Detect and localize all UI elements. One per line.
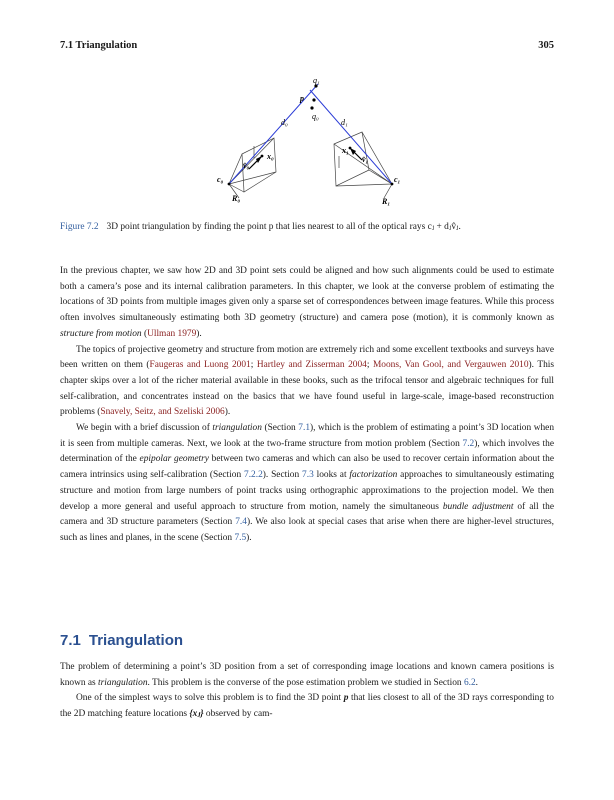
triangulation-figure bbox=[214, 74, 414, 208]
section-number: 7.1 bbox=[60, 632, 81, 649]
emphasis: factorization bbox=[349, 470, 398, 481]
citation-link[interactable]: Faugeras and Luong 2001 bbox=[149, 360, 251, 371]
running-head-section: 7.1 Triangulation bbox=[60, 40, 138, 51]
section-text bbox=[60, 660, 554, 723]
text-run: approaches to simultaneously estimating structure and motion from large numbers of point tracks using orthographic approximations to the projection model. We then develop a more general and useful approach to structure from motion, namely the simultaneous bbox=[60, 470, 555, 512]
emphasis: triangulation bbox=[212, 423, 262, 434]
section-link[interactable]: 7.3 bbox=[302, 470, 314, 481]
text-run: ). bbox=[224, 407, 231, 418]
point-x0 bbox=[261, 155, 264, 158]
text-run: of all the camera and 3D structure parameters (Section bbox=[60, 501, 554, 528]
right-frustum-edge bbox=[369, 170, 392, 184]
text-run: ), which involves the determination of the bbox=[60, 438, 554, 465]
citation-link[interactable]: Snavely, Seitz, and Szeliski 2006 bbox=[100, 407, 225, 418]
paragraph bbox=[60, 264, 554, 343]
label-c0: c₀ bbox=[217, 175, 224, 184]
text-run: ), which is the problem of estimating a point’s 3D location when it is seen from multiple cameras. Next, we look at the two-frame structure from motion problem (Section bbox=[60, 423, 555, 449]
text-run: ). bbox=[246, 532, 252, 543]
text-run: We begin with a brief discussion of bbox=[76, 423, 213, 434]
intro-text bbox=[60, 264, 554, 547]
left-frustum-edge bbox=[229, 172, 276, 184]
section-link[interactable]: 7.1 bbox=[298, 423, 310, 434]
text-run: ). bbox=[196, 328, 202, 339]
label-c1: c₁ bbox=[394, 175, 401, 184]
label-R0: R₀ bbox=[232, 194, 241, 203]
label-q0: q₀ bbox=[312, 112, 319, 121]
figure-caption-text: 3D point triangulation by finding the point p that lies nearest to all of the optical rays cⱼ + dⱼv̂ⱼ. bbox=[106, 222, 461, 232]
section-link[interactable]: 7.2.2 bbox=[244, 470, 263, 481]
text-run: that lies closest to all of the 3D rays corresponding to the 2D matching feature locations bbox=[60, 693, 554, 720]
text-run: One of the simplest ways to solve this problem is to find the 3D point bbox=[76, 693, 344, 704]
label-v1: v̂₁ bbox=[362, 155, 369, 164]
figure-caption bbox=[60, 221, 560, 233]
section-link[interactable]: 7.4 bbox=[235, 517, 247, 528]
paragraph bbox=[60, 421, 554, 547]
text-run: looks at bbox=[313, 470, 350, 481]
label-x1: x₁ bbox=[342, 146, 349, 155]
section-link[interactable]: 6.2 bbox=[463, 677, 476, 688]
point-c1 bbox=[391, 183, 394, 186]
section-heading bbox=[60, 632, 183, 649]
label-q1: q₁ bbox=[313, 76, 320, 85]
text-run: ). We also look at special cases that arise when there are higher-level structures, such as lines and planes, in the scene (Section bbox=[60, 517, 554, 543]
left-camera-frustum bbox=[229, 138, 276, 198]
text-run: ; bbox=[250, 360, 257, 371]
text-run: observed by cam- bbox=[203, 709, 273, 720]
section-link[interactable]: 7.2 bbox=[462, 438, 475, 449]
label-R1: R₁ bbox=[382, 197, 391, 206]
text-run: (Section bbox=[261, 423, 299, 434]
left-frustum-edge bbox=[229, 184, 244, 192]
emphasis: epipolar geometry bbox=[139, 454, 209, 465]
paragraph bbox=[60, 660, 554, 691]
label-p: p bbox=[300, 94, 304, 103]
text-run: In the previous chapter, we saw how 2D and 3D point sets could be aligned and how such alignments could be used to estimate both a camera’s pose and its internal calibration parameters. In this chapter, we look at the converse problem of estimating the locations of 3D points from multiple images given only a sparse set of correspondences between image features. While this process often involves simultaneously estimating both 3D geometry (structure) and camera pose (motion), it is commonly known as bbox=[60, 266, 554, 324]
text-run: . This problem is the converse of the pose estimation problem we studied in Section bbox=[147, 677, 464, 688]
right-frustum-edge bbox=[336, 184, 392, 186]
label-v0: v̂₀ bbox=[243, 161, 250, 170]
section-title-text: Triangulation bbox=[88, 632, 184, 649]
text-run: ( bbox=[141, 328, 148, 339]
label-x0: x₀ bbox=[267, 152, 274, 161]
text-run: ). Section bbox=[262, 470, 303, 481]
emphasis: bundle adjustment bbox=[442, 501, 514, 512]
text-run: The problem of determining a point’s 3D position from a set of corresponding image locations and known camera positions is known as bbox=[60, 662, 554, 688]
page-number: 305 bbox=[538, 40, 554, 51]
citation-link[interactable]: Hartley and Zisserman 2004 bbox=[256, 360, 367, 371]
text-run: ; bbox=[366, 360, 373, 371]
right-camera-frustum bbox=[334, 132, 392, 198]
math-symbol: {xⱼ} bbox=[189, 709, 204, 720]
paragraph bbox=[60, 691, 554, 722]
label-d0: d₀ bbox=[281, 118, 288, 127]
paragraph bbox=[60, 343, 554, 422]
math-symbol: p bbox=[343, 693, 349, 704]
point-x1 bbox=[349, 147, 352, 150]
text-run: The topics of projective geometry and structure from motion are extremely rich and some excellent textbooks and surveys have been written on them ( bbox=[60, 344, 554, 371]
point-p bbox=[312, 98, 315, 101]
emphasis: triangulation bbox=[98, 677, 148, 688]
point-q0 bbox=[310, 106, 313, 109]
emphasis: structure from motion bbox=[60, 328, 142, 339]
right-axis bbox=[384, 184, 392, 198]
label-d1: d₁ bbox=[341, 118, 348, 127]
left-frustum-edge bbox=[229, 154, 242, 184]
point-c0 bbox=[228, 183, 231, 186]
citation-link[interactable]: Moons, Van Gool, and Vergauwen 2010 bbox=[372, 360, 529, 371]
citation-link[interactable]: Ullman 1979 bbox=[147, 328, 197, 339]
running-head bbox=[60, 40, 554, 56]
section-link[interactable]: 7.5 bbox=[234, 532, 247, 543]
text-run: between two cameras and which can also be used to recover certain information about the camera intrinsics using self-calibration (Section bbox=[60, 454, 554, 481]
text-run: ). This chapter skips over a lot of the richer material available in these books, such as the trifocal tensor and algebraic techniques for full self-calibration, and concentrates instead on the basics that we have found useful in large-scale, image-based reconstruction problems ( bbox=[60, 360, 555, 418]
text-run: . bbox=[475, 677, 479, 688]
figure-caption-label: Figure 7.2 bbox=[60, 222, 99, 232]
ray-right bbox=[310, 90, 392, 184]
